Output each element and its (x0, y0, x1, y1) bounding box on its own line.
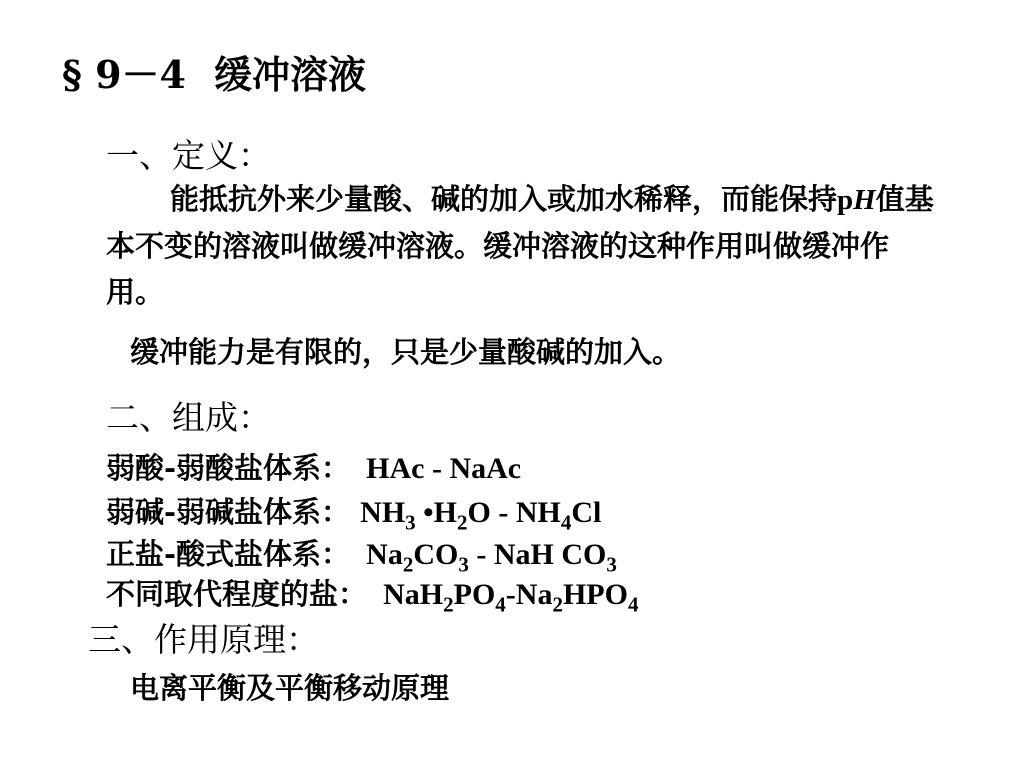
principle-heading: 三、作用原理： (88, 620, 319, 659)
definition-heading: 一、定义： (106, 136, 271, 175)
system-row-4 (106, 572, 639, 617)
definition-text-2: 值基本不变的溶液叫做缓冲溶液。缓冲溶液的这种作用叫做缓冲作用。 (106, 182, 934, 309)
section-title: 缓冲溶液 (213, 52, 366, 97)
system-formula-4: $NaH_2PO_4-Na_2HPO_4$ (383, 578, 639, 617)
system-label-1: 弱酸-弱酸盐体系： (106, 451, 351, 485)
page-title (62, 44, 366, 99)
ph-p: p (837, 184, 854, 216)
system-row-3 (106, 532, 617, 577)
system-row-1 (106, 446, 521, 487)
composition-heading: 二、组成： (106, 398, 271, 437)
principle-text: 电离平衡及平衡移动原理 (130, 671, 450, 705)
system-formula-1: HAc - NaAc (366, 452, 522, 485)
section-number: § 9－4 (62, 52, 186, 97)
definition-text-1: 能抵抗外来少量酸、碱的加入或加水稀释，而能保持 (170, 182, 838, 216)
definition-paragraph (106, 176, 946, 315)
system-row-2 (106, 490, 602, 535)
system-label-2: 弱碱-弱碱盐体系： (106, 495, 351, 529)
buffer-capacity-note: 缓冲能力是有限的，只是少量酸碱的加入。 (130, 335, 682, 369)
system-label-4: 不同取代程度的盐： (106, 577, 368, 611)
system-label-3: 正盐-酸式盐体系： (106, 537, 351, 571)
ph-h: H (853, 184, 876, 216)
system-formula-3: $Na_2CO_3$ - NaH $CO_3$ (366, 538, 617, 577)
system-formula-2: $NH_3$ $•H_2O - NH_4Cl$ (360, 496, 602, 535)
